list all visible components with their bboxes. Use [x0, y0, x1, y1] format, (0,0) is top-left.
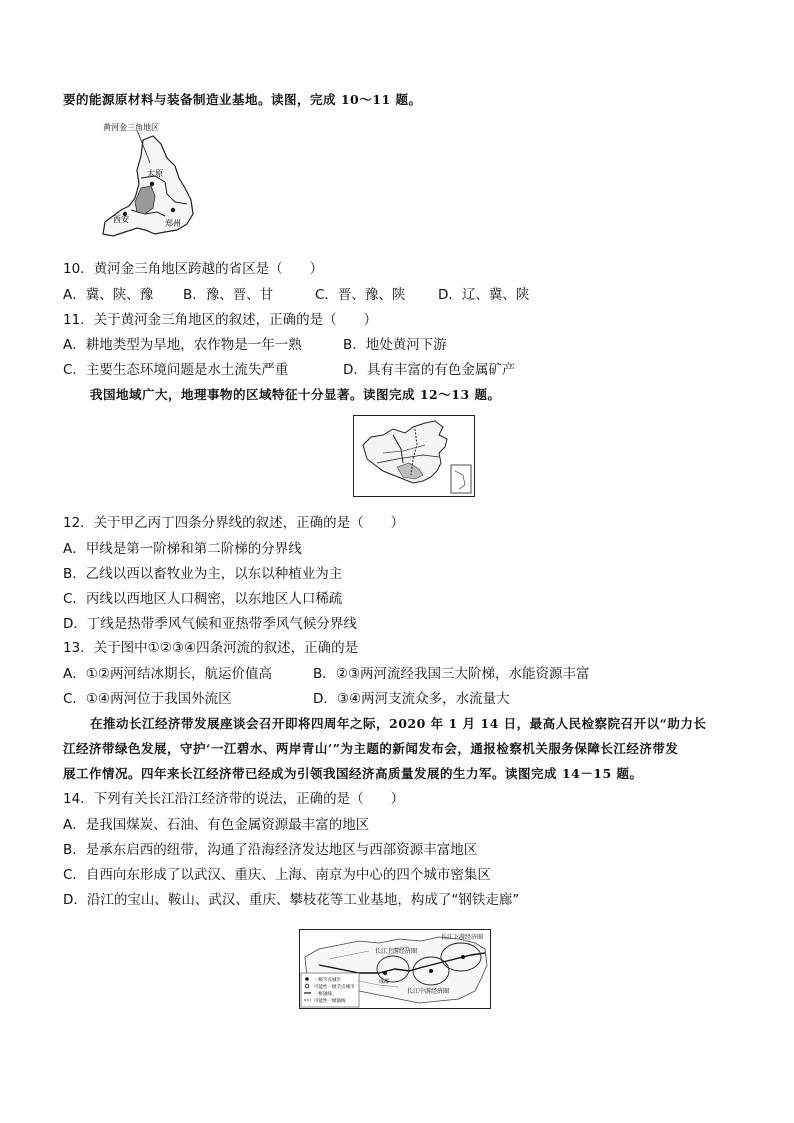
label-lower-reach: 长江下游经济圈	[441, 934, 484, 941]
q11-option-c[interactable]: C．主要生态环境问题是水土流失严重	[63, 362, 289, 378]
q12-stem: 12．关于甲乙丙丁四条分界线的叙述，正确的是（ ）	[63, 515, 405, 531]
zhengzhou-dot	[171, 208, 175, 212]
q11-stem: 11．关于黄河金三角地区的叙述，正确的是（ ）	[63, 312, 378, 328]
q12-option-b[interactable]: B．乙线以西以畜牧业为主，以东以种植业为主	[63, 566, 343, 582]
intro-news-line-3: 展工作情况。四年来长江经济带已经成为引领我国经济高质量发展的生力军。读图完成 14－15 题。	[63, 766, 643, 781]
q13-option-c[interactable]: C．①④两河位于我国外流区	[63, 691, 232, 707]
q13-option-a[interactable]: A．①②两河结冰期长，航运价值高	[63, 666, 272, 682]
q11-option-b[interactable]: B．地处黄河下游	[343, 337, 447, 353]
q12-option-a[interactable]: A．甲线是第一阶梯和第二阶梯的分界线	[63, 541, 302, 557]
q10-stem: 10．黄河金三角地区跨越的省区是（ ）	[63, 261, 324, 277]
q11-option-a[interactable]: A．耕地类型为旱地，农作物是一年一熟	[63, 337, 302, 353]
q14-option-b[interactable]: B．是承东启西的纽带，沟通了沿海经济发达地区与西部资源丰富地区	[63, 842, 478, 858]
map1-title: 黄河金三角地区	[103, 123, 159, 132]
intro-mid: 我国地域广大，地理事物的区域特征十分显著。读图完成 12～13 题。	[90, 387, 501, 402]
yangtze-economic-belt-map	[299, 929, 491, 1009]
q10-option-d[interactable]: D．辽、冀、陕	[438, 287, 530, 303]
legend-item-1: 一级节点城市	[314, 978, 341, 983]
q14-option-c[interactable]: C．自西向东形成了以武汉、重庆、上海、南京为中心的四个城市密集区	[63, 867, 491, 883]
city-zhengzhou: 郑州	[165, 219, 181, 228]
q12-option-d[interactable]: D．丁线是热带季风气候和亚热带季风气候分界线	[63, 616, 357, 632]
q14-stem: 14．下列有关长江沿江经济带的说法，正确的是（ ）	[63, 791, 405, 807]
q14-option-a[interactable]: A．是我国煤炭、石油、有色金属资源最丰富的地区	[63, 817, 370, 833]
q13-option-d[interactable]: D．③④两河支流众多，水流量大	[313, 691, 510, 707]
intro-news-line-2: 江经济带绿色发展，守护‘一江碧水、两岸青山’”为主题的新闻发布会，通报检察机关服务保障长江经济带发	[63, 741, 679, 756]
q12-option-c[interactable]: C．丙线以西地区人口稠密，以东地区人口稀疏	[63, 591, 343, 607]
city-xian: 西安	[113, 215, 129, 224]
legend-item-4: 可能性一级轴线	[314, 999, 346, 1004]
city-taiyuan: 太原	[147, 169, 163, 178]
q13-stem: 13．关于图中①②③④四条河流的叙述，正确的是	[63, 640, 359, 656]
taiyuan-dot	[150, 182, 154, 186]
intro-top: 要的能源原材料与装备制造业基地。读图，完成 10～11 题。	[63, 92, 422, 107]
label-chengdu: 成都	[379, 979, 390, 985]
intro-news-line-1: 在推动长江经济带发展座谈会召开即将四周年之际，2020 年 1 月 14 日，最高人民检察院召开以“助力长	[90, 716, 707, 731]
q14-option-d[interactable]: D．沿江的宝山、鞍山、武汉、重庆、攀枝花等工业基地，构成了“钢铁走廊”	[63, 892, 520, 908]
q10-option-a[interactable]: A．冀、陕、豫	[63, 287, 154, 303]
label-upper-reach: 长江上游经济圈	[375, 948, 418, 955]
label-middle-reach: 长江中游经济圈	[407, 988, 450, 995]
q13-option-b[interactable]: B．②③两河流经我国三大阶梯，水能资源丰富	[313, 666, 590, 682]
q10-option-c[interactable]: C．晋、豫、陕	[315, 287, 406, 303]
legend-item-2: 可能性一级节点城市	[314, 985, 355, 990]
q10-option-b[interactable]: B．豫、晋、甘	[183, 287, 274, 303]
q11-option-d[interactable]: D．具有丰富的有色金属矿产	[343, 362, 516, 378]
legend-item-3: 一级轴线	[314, 992, 332, 997]
golden-triangle-map	[95, 118, 205, 243]
china-map	[353, 415, 475, 497]
